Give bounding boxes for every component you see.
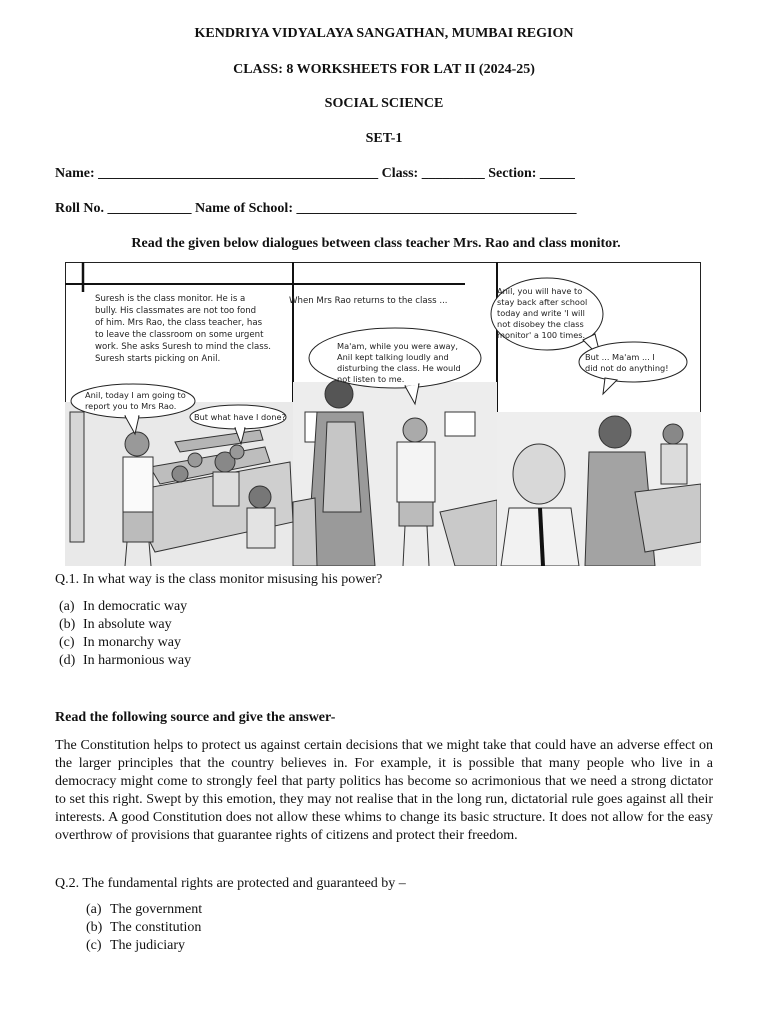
- bubble-suresh-report-text: Ma'am, while you were away, Anil kept talking loudly and disturbing the class. He would not listen to me.: [337, 341, 461, 384]
- q1-option-c: (c) In monarchy way: [59, 635, 181, 650]
- class-title: CLASS: 8 WORKSHEETS FOR LAT II (2024-25): [233, 62, 535, 77]
- roll-line: Roll No. ____________ Name of School: ________________________________________: [55, 201, 577, 216]
- q1-option-a: (a) In democratic way: [59, 599, 188, 614]
- bubble-anil-reply-text: But ... Ma'am ... I did not do anything!: [585, 352, 669, 373]
- q1-option-d: (d) In harmonious way: [59, 653, 192, 668]
- q2-option-a: (a) The government: [86, 902, 203, 917]
- source-paragraph: The Constitution helps to protect us against certain decisions that we might take that could have an adverse effect on the larger principles that the country believes in. For example, it is possible that many people who live in a democracy might come to strongly feel that party politics has become so acrimonious that we need a strong dictator to set this right. Swept by this emotion, they may not realise that in the long run, dictatorial rule goes against all their interests. A good Constitution does not allow these whims to change its basic structure. It does not allow for the easy overthrow of provisions that guarantee rights of citizens and protect their freedom.: [55, 738, 713, 843]
- intro-instruction: Read the given below dialogues between class teacher Mrs. Rao and class monitor.: [131, 236, 621, 251]
- name-line: Name: ________________________________________ Class: _________ Section: _____: [55, 166, 575, 181]
- comic-illustration: [65, 262, 701, 566]
- q1-option-b: (b) In absolute way: [59, 617, 172, 632]
- panel-2-caption: When Mrs Rao returns to the class ...: [289, 296, 448, 306]
- panel-1-caption: Suresh is the class monitor. He is a bully. His classmates are not too fond of him. Mrs Rao, the class teacher, has to leave the classroom on some urgent work. She asks Suresh to mind the class. Suresh starts picking on Anil.: [95, 294, 271, 364]
- bubble-anil-text: But what have I done?: [194, 412, 286, 422]
- q2-option-b: (b) The constitution: [86, 920, 202, 935]
- subject-title: SOCIAL SCIENCE: [324, 96, 444, 111]
- set-title: SET-1: [365, 131, 403, 146]
- q2-option-c: (c) The judiciary: [86, 938, 186, 953]
- source-heading: Read the following source and give the answer-: [55, 710, 336, 725]
- bubble-anil-reply: [579, 342, 687, 382]
- panel-3-scene: [497, 412, 701, 566]
- q2-question: Q.2. The fundamental rights are protected and guaranteed by –: [55, 876, 406, 891]
- org-title: KENDRIYA VIDYALAYA SANGATHAN, MUMBAI REGION: [194, 26, 574, 41]
- q1-question: Q.1. In what way is the class monitor misusing his power?: [55, 572, 383, 587]
- bubble-suresh-text: Anil, today I am going to report you to Mrs Rao.: [85, 390, 186, 411]
- bubble-teacher-text: Anil, you will have to stay back after school today and write 'I will not disobey the class monitor' a 100 times.: [497, 286, 588, 340]
- panel-2-scene: [293, 380, 497, 566]
